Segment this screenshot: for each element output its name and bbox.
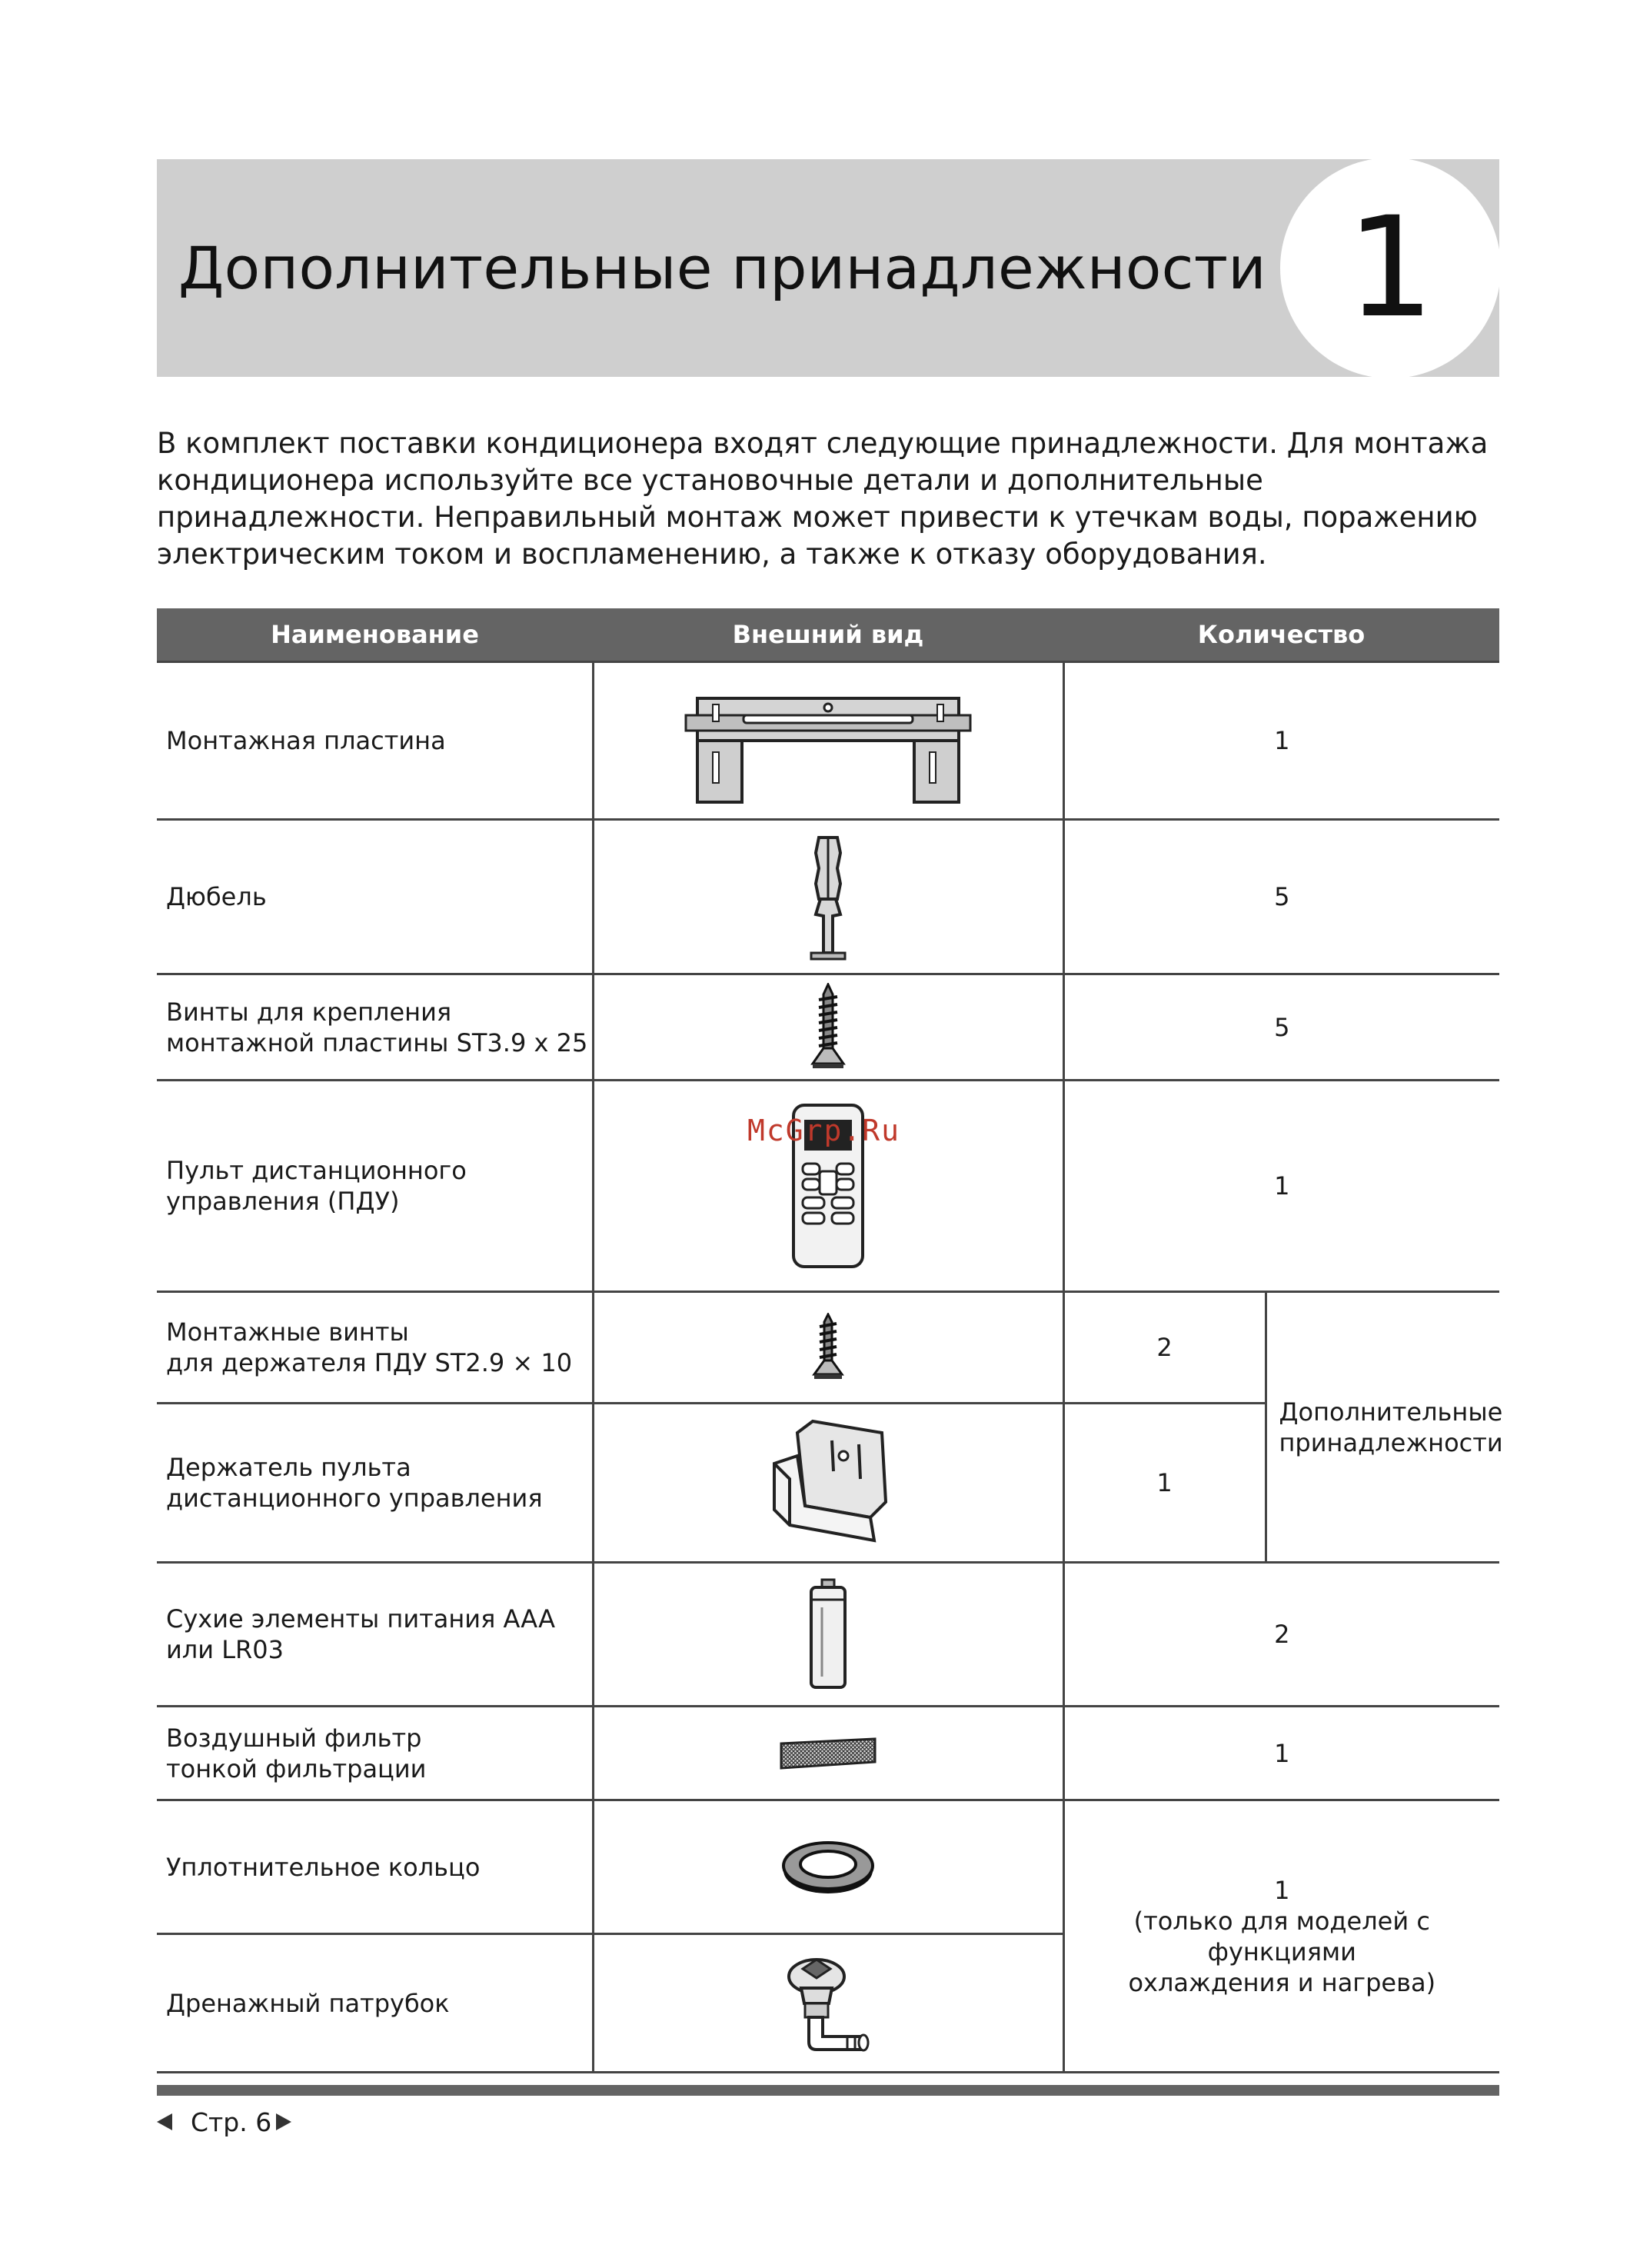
table-row (157, 1292, 1499, 1404)
column-header-quantity: Количество (1063, 608, 1499, 662)
table-row (157, 974, 1499, 1081)
item-name: Пульт дистанционного управления (ПДУ) (157, 1081, 593, 1292)
item-qty: 5 (1063, 974, 1499, 1081)
accessories-table (157, 608, 1503, 2073)
item-name: Воздушный фильтр тонкой фильтрации (157, 1707, 593, 1800)
table-row (157, 820, 1499, 974)
screw-icon (809, 983, 847, 1071)
triangle-left-icon[interactable] (157, 2113, 172, 2130)
triangle-right-icon[interactable] (276, 2113, 291, 2130)
optional-accessories-note: Дополнительные принадлежности (1266, 1292, 1499, 1563)
watermark: McGrp.Ru (747, 1114, 901, 1147)
remote-holder-icon (759, 1417, 897, 1548)
table-row (157, 1800, 1499, 1934)
small-screw-icon (810, 1313, 846, 1382)
item-qty: 1 (1063, 1404, 1266, 1563)
item-name: Дренажный патрубок (157, 1934, 593, 2073)
item-qty: 5 (1063, 820, 1499, 974)
chapter-badge (1280, 159, 1499, 377)
item-name: Держатель пульта дистанционного управления (157, 1404, 593, 1563)
page-title: Дополнительные принадлежности (178, 234, 1266, 302)
item-qty: 2 (1063, 1292, 1266, 1404)
item-qty: 1 (1063, 1081, 1499, 1292)
item-qty: 1 (1063, 1707, 1499, 1800)
chapter-header (157, 159, 1499, 377)
intro-paragraph: В комплект поставки кондиционера входят следующие принадлежности. Для монтажа кондиционера используйте все установочные детали и дополнительные принадлежности. Неправильный монтаж может привести к утечкам воды, поражению электрическим током и воспламенению, а также к отказу оборудования. (157, 427, 1489, 571)
item-qty: 1 (1063, 662, 1499, 820)
page-number: Стр. 6 (191, 2107, 272, 2137)
item-qty: 2 (1063, 1563, 1499, 1707)
drain-joint-icon (770, 1946, 886, 2061)
table-row (157, 1081, 1499, 1292)
item-name: Монтажные винты для держателя ПДУ ST2.9 × 10 (157, 1292, 593, 1404)
wall-plug-icon (797, 830, 859, 964)
footer-divider (157, 2085, 1499, 2096)
column-header-appearance: Внешний вид (593, 608, 1063, 662)
table-row (157, 1563, 1499, 1707)
battery-icon (805, 1577, 851, 1692)
table-row (157, 662, 1499, 820)
air-filter-icon (778, 1736, 878, 1771)
item-name: Монтажная пластина (157, 662, 593, 820)
mounting-plate-icon (682, 675, 974, 806)
item-name: Дюбель (157, 820, 593, 974)
drain-kit-qty: 1 (только для моделей с функциями охлаждения и нагрева) (1063, 1800, 1499, 2073)
table-row (157, 1707, 1499, 1800)
item-name: Уплотнительное кольцо (157, 1800, 593, 1934)
chapter-number: 1 (1346, 188, 1435, 348)
item-name: Сухие элементы питания AAA или LR03 (157, 1563, 593, 1707)
column-header-name: Наименование (157, 608, 593, 662)
seal-ring-icon (778, 1837, 878, 1898)
table-header-row (157, 608, 1499, 662)
item-name: Винты для крепления монтажной пластины ST3.9 x 25 (157, 974, 593, 1081)
